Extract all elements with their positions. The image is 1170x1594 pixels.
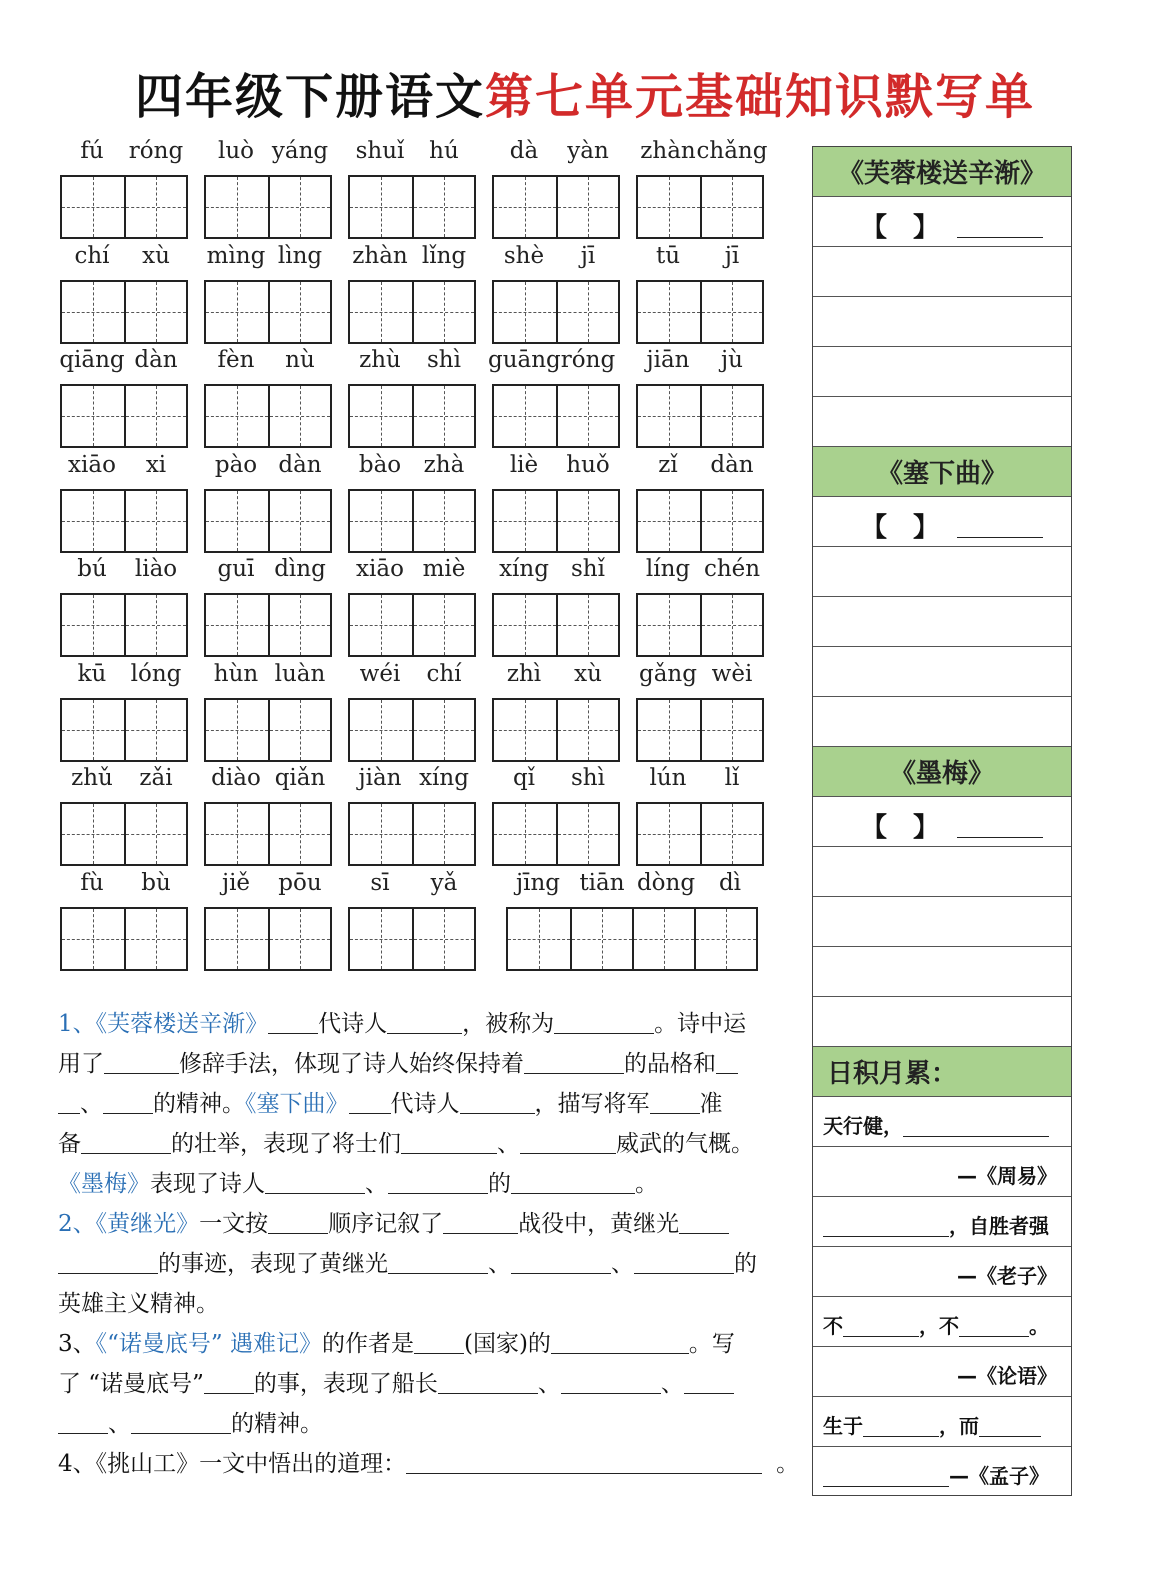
source-row: —《孟子》 — [813, 1447, 1071, 1497]
pinyin-syllable: bù — [141, 869, 171, 896]
character-box[interactable] — [350, 282, 412, 342]
question-line: 、 的精神。《塞下曲》 代诗人 ，描写将军 准 — [58, 1084, 798, 1124]
pinyin-syllable: dòng — [636, 869, 696, 896]
pinyin-syllable: liào — [134, 556, 178, 582]
answer-blank[interactable] — [684, 1368, 734, 1394]
character-boxes[interactable] — [60, 280, 188, 344]
pinyin-syllable: dà — [509, 138, 539, 164]
character-box[interactable] — [412, 177, 474, 237]
writing-line[interactable] — [813, 647, 1071, 697]
pinyin-syllable: shì — [427, 347, 461, 373]
character-box[interactable] — [694, 909, 756, 969]
character-box[interactable] — [62, 177, 124, 237]
character-box[interactable] — [556, 804, 618, 864]
pinyin-syllable: róng — [560, 347, 616, 373]
pinyin-syllable: zhì — [506, 660, 542, 687]
pinyin-syllable: qiǎn — [274, 765, 326, 791]
pinyin-syllable: jiàn — [358, 765, 402, 791]
character-boxes[interactable] — [204, 907, 332, 971]
character-boxes[interactable] — [204, 593, 332, 657]
character-box[interactable] — [206, 700, 268, 760]
answer-blank[interactable] — [204, 1368, 254, 1394]
title-grade: 四年级下册语文 — [134, 69, 485, 125]
answer-blank[interactable] — [388, 1168, 488, 1194]
pinyin-syllable: shì — [571, 765, 605, 791]
character-box[interactable] — [700, 700, 762, 760]
character-box[interactable] — [350, 700, 412, 760]
title-unit: 第七单元基础知识默写单 — [485, 69, 1036, 125]
answer-blank[interactable] — [716, 1048, 738, 1074]
pinyin-syllable: zhàn — [640, 138, 696, 164]
character-box[interactable] — [700, 595, 762, 655]
character-box[interactable] — [638, 700, 700, 760]
question-line: 3、《“诺曼底号” 遇难记》的作者是 (国家)的 。写 — [58, 1324, 798, 1364]
character-box[interactable] — [700, 804, 762, 864]
answer-blank[interactable] — [511, 1168, 635, 1194]
pinyin-syllable: xíng — [499, 556, 549, 582]
character-box[interactable] — [638, 386, 700, 446]
pinyin-syllable: gǎng — [639, 660, 697, 687]
character-box[interactable] — [62, 700, 124, 760]
answer-blank[interactable] — [443, 1208, 518, 1234]
writing-line[interactable] — [813, 347, 1071, 397]
answer-blank[interactable] — [81, 1128, 171, 1154]
character-box[interactable] — [268, 804, 330, 864]
pinyin-syllable: xi — [145, 451, 167, 478]
question-line: 4、《挑山工》一文中悟出的道理： 。 — [58, 1444, 798, 1484]
character-boxes[interactable] — [60, 384, 188, 448]
pinyin-syllable: jù — [721, 347, 743, 373]
pinyin-syllable: fú — [80, 138, 104, 164]
character-boxes[interactable] — [492, 802, 620, 866]
pinyin-syllable: shuǐ — [355, 138, 405, 164]
pinyin-syllable: luàn — [274, 660, 326, 687]
pinyin-syllable: lǐng — [421, 242, 467, 269]
pinyin-syllable: hùn — [213, 660, 259, 687]
character-box[interactable] — [556, 282, 618, 342]
character-boxes[interactable] — [348, 489, 476, 553]
pinyin-syllable: guī — [217, 556, 255, 582]
answer-blank[interactable] — [524, 1048, 624, 1074]
character-box[interactable] — [350, 595, 412, 655]
poem-title-saixiaqu: 《塞下曲》 — [813, 447, 1071, 497]
poem-title-furonglou: 《芙蓉楼送辛渐》 — [813, 147, 1071, 197]
answer-blank[interactable] — [401, 1128, 497, 1154]
writing-line[interactable] — [813, 847, 1071, 897]
character-boxes[interactable] — [636, 280, 764, 344]
bracket-row[interactable]: 【 】 — [813, 797, 1071, 847]
answer-blank[interactable] — [58, 1088, 80, 1114]
poem-title-momei: 《墨梅》 — [813, 747, 1071, 797]
character-boxes[interactable] — [492, 698, 620, 762]
pinyin-syllable: jiě — [221, 869, 251, 896]
character-box[interactable] — [206, 386, 268, 446]
pinyin-row — [56, 138, 796, 243]
pinyin-syllable: wéi — [359, 660, 401, 687]
pinyin-row — [56, 452, 796, 557]
character-box[interactable] — [206, 804, 268, 864]
bracket-row[interactable]: 【 】 — [813, 497, 1071, 547]
character-box[interactable] — [508, 909, 570, 969]
answer-blank[interactable] — [414, 1328, 464, 1354]
character-box[interactable] — [412, 491, 474, 551]
character-box[interactable] — [412, 909, 474, 969]
pinyin-syllable: pào — [214, 451, 258, 478]
character-box[interactable] — [350, 491, 412, 551]
character-box[interactable] — [206, 909, 268, 969]
pinyin-syllable: chén — [703, 556, 761, 582]
character-box[interactable] — [556, 386, 618, 446]
pinyin-syllable: wèi — [711, 660, 753, 687]
pinyin-syllable: yǎ — [430, 869, 458, 896]
pinyin-syllable: shè — [503, 242, 545, 269]
character-boxes[interactable] — [492, 593, 620, 657]
character-box[interactable] — [556, 491, 618, 551]
pinyin-row — [56, 347, 796, 452]
pinyin-syllable: lǐ — [724, 765, 740, 791]
pinyin-syllable: miè — [422, 556, 466, 582]
character-box[interactable] — [62, 491, 124, 551]
answer-blank[interactable] — [131, 1408, 231, 1434]
character-box[interactable] — [412, 386, 474, 446]
pinyin-row — [56, 870, 796, 975]
character-box[interactable] — [638, 282, 700, 342]
character-box[interactable] — [268, 491, 330, 551]
answer-blank[interactable] — [554, 1008, 654, 1034]
answer-blank[interactable] — [679, 1208, 729, 1234]
character-box[interactable] — [268, 386, 330, 446]
question-line: 了 “诺曼底号” 的事，表现了船长 、 、 — [58, 1364, 798, 1404]
answer-blank[interactable] — [58, 1408, 108, 1434]
character-boxes[interactable] — [492, 280, 620, 344]
character-box[interactable] — [124, 909, 186, 969]
answer-blank[interactable] — [103, 1088, 153, 1114]
character-boxes[interactable] — [60, 907, 188, 971]
answer-blank[interactable] — [58, 1248, 158, 1274]
accumulate-header: 日积月累： — [813, 1047, 1071, 1097]
page-title — [0, 58, 1170, 127]
pinyin-syllable: dì — [718, 869, 742, 896]
pinyin-syllable: qiāng — [59, 347, 125, 373]
character-box[interactable] — [638, 177, 700, 237]
question-line: 的事迹，表现了黄继光 、 、 的 — [58, 1244, 798, 1284]
answer-blank[interactable] — [104, 1048, 179, 1074]
character-boxes[interactable] — [636, 593, 764, 657]
character-box[interactable] — [124, 491, 186, 551]
writing-line[interactable] — [813, 547, 1071, 597]
pinyin-syllable: yáng — [271, 138, 329, 164]
pinyin-syllable: xù — [574, 660, 602, 687]
character-boxes[interactable] — [60, 489, 188, 553]
pinyin-row — [56, 661, 796, 766]
saying-row[interactable]: 不 ，不 。 — [813, 1297, 1071, 1347]
character-box[interactable] — [350, 909, 412, 969]
pinyin-syllable: chǎng — [696, 138, 768, 164]
pinyin-syllable: dàn — [278, 451, 322, 478]
answer-blank[interactable] — [650, 1088, 700, 1114]
pinyin-syllable: kū — [77, 660, 107, 687]
pinyin-syllable: fèn — [217, 347, 255, 373]
writing-line[interactable] — [813, 947, 1071, 997]
pinyin-row — [56, 243, 796, 348]
character-box[interactable] — [268, 909, 330, 969]
character-boxes[interactable] — [492, 384, 620, 448]
character-boxes[interactable] — [204, 280, 332, 344]
character-box[interactable] — [412, 282, 474, 342]
pinyin-syllable: zhà — [423, 451, 465, 478]
character-box[interactable] — [570, 909, 632, 969]
answer-blank[interactable] — [349, 1088, 391, 1114]
pinyin-syllable: róng — [128, 138, 184, 164]
pinyin-syllable: xíng — [419, 765, 469, 791]
answer-blank[interactable] — [551, 1328, 689, 1354]
character-box[interactable] — [62, 909, 124, 969]
fill-in-questions — [58, 1004, 798, 1484]
pinyin-row — [56, 556, 796, 661]
pinyin-syllable: dìng — [274, 556, 326, 582]
character-box[interactable] — [124, 386, 186, 446]
question-line: 备 的壮举，表现了将士们 、 威武的气概。 — [58, 1124, 798, 1164]
character-box[interactable] — [700, 282, 762, 342]
character-boxes[interactable] — [60, 802, 188, 866]
character-box[interactable] — [206, 595, 268, 655]
character-boxes[interactable] — [204, 698, 332, 762]
answer-blank[interactable] — [460, 1088, 535, 1114]
saying-row[interactable]: 生于 ，而 — [813, 1397, 1071, 1447]
pinyin-syllable: diào — [211, 765, 261, 791]
pinyin-syllable: dàn — [710, 451, 754, 478]
character-box[interactable] — [556, 700, 618, 760]
pinyin-row — [56, 765, 796, 870]
source-row: —《周易》 — [813, 1147, 1071, 1197]
character-box[interactable] — [206, 177, 268, 237]
pinyin-syllable: lún — [649, 765, 687, 791]
character-box[interactable] — [124, 700, 186, 760]
character-box[interactable] — [494, 282, 556, 342]
character-box[interactable] — [556, 177, 618, 237]
question-line: 用了 修辞手法，体现了诗人始终保持着 的品格和 — [58, 1044, 798, 1084]
pinyin-syllable: lóng — [130, 660, 182, 687]
character-box[interactable] — [700, 177, 762, 237]
character-box[interactable] — [62, 386, 124, 446]
character-boxes[interactable] — [60, 175, 188, 239]
pinyin-syllable: mìng — [206, 242, 266, 269]
character-boxes[interactable] — [636, 489, 764, 553]
character-box[interactable] — [638, 595, 700, 655]
character-boxes[interactable] — [204, 489, 332, 553]
pinyin-syllable: líng — [645, 556, 691, 582]
pinyin-syllable: tū — [655, 242, 681, 269]
character-boxes[interactable] — [636, 384, 764, 448]
character-boxes[interactable] — [204, 384, 332, 448]
character-boxes[interactable] — [636, 802, 764, 866]
pinyin-syllable: sī — [370, 869, 390, 896]
answer-blank[interactable] — [634, 1248, 734, 1274]
character-boxes[interactable] — [348, 280, 476, 344]
pinyin-syllable: zhàn — [352, 242, 408, 269]
character-boxes[interactable] — [348, 175, 476, 239]
character-box[interactable] — [350, 804, 412, 864]
character-box[interactable] — [412, 595, 474, 655]
pinyin-syllable: huǒ — [566, 451, 610, 478]
writing-line[interactable] — [813, 697, 1071, 747]
pinyin-syllable: chí — [426, 660, 462, 687]
pinyin-syllable: liè — [509, 451, 539, 478]
pinyin-syllable: qǐ — [512, 765, 536, 791]
character-boxes[interactable] — [204, 175, 332, 239]
answer-blank[interactable] — [438, 1368, 538, 1394]
pinyin-syllable: hú — [429, 138, 459, 164]
pinyin-syllable: pōu — [278, 869, 322, 896]
character-box[interactable] — [206, 282, 268, 342]
pinyin-syllable: zǎi — [139, 765, 173, 791]
character-box[interactable] — [700, 491, 762, 551]
answer-blank[interactable] — [520, 1128, 616, 1154]
character-box[interactable] — [124, 177, 186, 237]
saying-row[interactable]: ，自胜者强 — [813, 1197, 1071, 1247]
character-boxes[interactable] — [204, 802, 332, 866]
character-box[interactable] — [494, 491, 556, 551]
character-box[interactable] — [638, 804, 700, 864]
pinyin-syllable: zǐ — [658, 451, 678, 478]
character-box[interactable] — [206, 491, 268, 551]
character-box[interactable] — [124, 595, 186, 655]
bracket-row[interactable]: 【 】 — [813, 197, 1071, 247]
pinyin-syllable: chí — [74, 242, 110, 269]
pinyin-syllable: luò — [217, 138, 255, 164]
answer-blank[interactable] — [265, 1168, 365, 1194]
character-boxes[interactable] — [60, 593, 188, 657]
pinyin-syllable: fù — [80, 869, 104, 896]
pinyin-syllable: xiāo — [356, 556, 404, 582]
character-boxes[interactable] — [348, 384, 476, 448]
answer-blank[interactable] — [406, 1448, 762, 1474]
character-box[interactable] — [268, 177, 330, 237]
pinyin-syllable: zhǔ — [71, 765, 113, 791]
character-box[interactable] — [268, 282, 330, 342]
character-box[interactable] — [62, 282, 124, 342]
writing-line[interactable] — [813, 397, 1071, 447]
writing-line[interactable] — [813, 247, 1071, 297]
pinyin-syllable: tiān — [579, 869, 625, 896]
character-box[interactable] — [62, 804, 124, 864]
writing-line[interactable] — [813, 897, 1071, 947]
character-boxes[interactable] — [60, 698, 188, 762]
character-box[interactable] — [268, 595, 330, 655]
answer-blank[interactable] — [388, 1248, 488, 1274]
character-box[interactable] — [62, 595, 124, 655]
character-boxes[interactable] — [492, 489, 620, 553]
source-row: —《论语》 — [813, 1347, 1071, 1397]
pinyin-syllable: shǐ — [571, 556, 605, 582]
pinyin-syllable: zhù — [359, 347, 401, 373]
pinyin-syllable: jī — [580, 242, 596, 269]
question-line: 英雄主义精神。 — [58, 1291, 219, 1317]
character-box[interactable] — [638, 491, 700, 551]
answer-blank[interactable] — [268, 1008, 318, 1034]
source-row: —《老子》 — [813, 1247, 1071, 1297]
character-boxes[interactable] — [636, 698, 764, 762]
pinyin-syllable: guāng — [488, 347, 561, 373]
character-box[interactable] — [556, 595, 618, 655]
character-boxes[interactable] — [348, 593, 476, 657]
character-boxes[interactable] — [348, 907, 476, 971]
character-boxes[interactable] — [348, 698, 476, 762]
question-line: 《墨梅》表现了诗人 、 的 。 — [58, 1164, 798, 1204]
character-box[interactable] — [412, 804, 474, 864]
character-box[interactable] — [124, 804, 186, 864]
character-box[interactable] — [350, 386, 412, 446]
character-boxes[interactable] — [506, 907, 758, 971]
character-box[interactable] — [700, 386, 762, 446]
character-boxes[interactable] — [348, 802, 476, 866]
pinyin-syllable: nù — [285, 347, 315, 373]
character-box[interactable] — [350, 177, 412, 237]
answer-blank[interactable] — [268, 1208, 328, 1234]
pinyin-syllable: xù — [142, 242, 170, 269]
writing-line[interactable] — [813, 997, 1071, 1047]
character-box[interactable] — [494, 386, 556, 446]
character-box[interactable] — [494, 700, 556, 760]
pinyin-syllable: bào — [358, 451, 402, 478]
pinyin-syllable: lìng — [277, 242, 323, 269]
pinyin-syllable: bú — [77, 556, 107, 582]
pinyin-syllable: jiān — [646, 347, 690, 373]
character-box[interactable] — [412, 700, 474, 760]
character-box[interactable] — [494, 595, 556, 655]
character-box[interactable] — [124, 282, 186, 342]
character-box[interactable] — [632, 909, 694, 969]
answer-blank[interactable] — [561, 1368, 661, 1394]
sidebar-table — [812, 146, 1072, 1496]
pinyin-syllable: xiāo — [68, 451, 116, 478]
writing-line[interactable] — [813, 297, 1071, 347]
question-line: 2、《黄继光》一文按 顺序记叙了 战役中，黄继光 — [58, 1204, 798, 1244]
question-line: 、 的精神。 — [58, 1404, 798, 1444]
character-boxes[interactable] — [492, 175, 620, 239]
character-box[interactable] — [268, 700, 330, 760]
character-box[interactable] — [494, 177, 556, 237]
answer-blank[interactable] — [511, 1248, 611, 1274]
pinyin-syllable: yàn — [567, 138, 609, 164]
pinyin-syllable: jīng — [515, 869, 561, 896]
question-line: 1、《芙蓉楼送辛渐》 代诗人 ，被称为 。诗中运 — [58, 1004, 798, 1044]
writing-line[interactable] — [813, 597, 1071, 647]
pinyin-syllable: jī — [724, 242, 740, 269]
answer-blank[interactable] — [387, 1008, 462, 1034]
character-box[interactable] — [494, 804, 556, 864]
character-boxes[interactable] — [636, 175, 764, 239]
saying-row[interactable]: 天行健， — [813, 1097, 1071, 1147]
pinyin-syllable: dàn — [134, 347, 178, 373]
